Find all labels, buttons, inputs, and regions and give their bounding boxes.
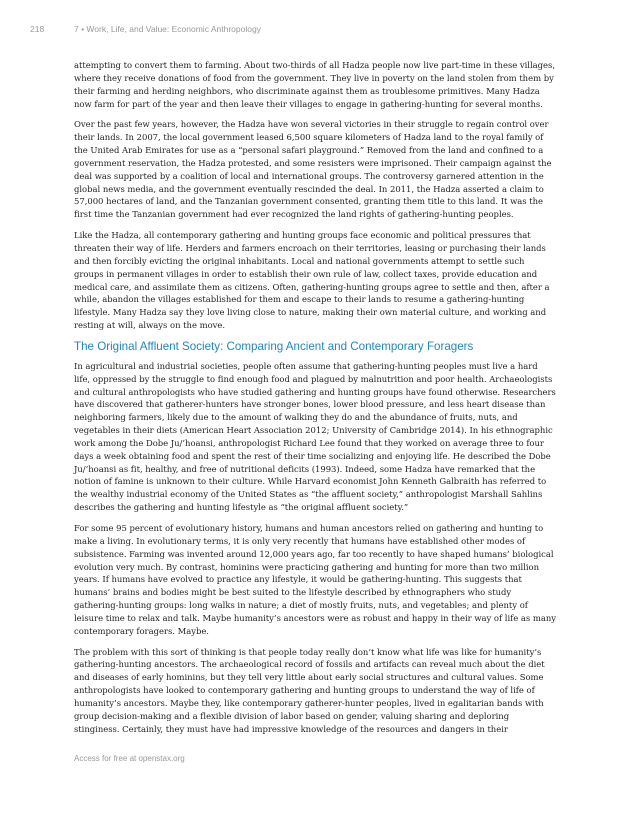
paragraph: Over the past few years, however, the Hadza have won several victories in their struggle to regain control over their lands. In 2007, the local government leased 6,500 square kilometers of Hadza land to the royal family of the United Arab Emirates for use as a “personal safari playground.” Removed from the land and confined to a government reservation, the Hadza protested, and some resisters were imprisoned. Their campaign against the deal was supported by a coalition of local and international groups. The controversy garnered attention in the global news media, and the government eventually rescinded the deal. In 2011, the Hadza asserted a claim to 57,000 hectares of land, and the Tanzanian government consented, granting them title to this land. It was the first time the Tanzanian government had ever recognized the land rights of gathering-hunting peoples. xyxy=(74,119,552,220)
paragraph: The problem with this sort of thinking is that people today really don’t know what life was like for humanity’s gathering-hunting ancestors. The archaeological record of fossils and artifacts can reveal much about the diet and diseases of early hominins, but they tell very little about early social structures and cultural values. Some anthropologists have looked to contemporary gathering and hunting groups to understand the way of life of humanity’s ancestors. Maybe they, like contemporary gatherer-hunter peoples, lived in egalitarian bands with group decision-making and a flexible division of labor based on gender, valuing sharing and deploring stinginess. Certainly, they must have had impressive knowledge of the resources and dangers in their xyxy=(74,646,545,734)
footer-access-link[interactable]: Access for free at openstax.org xyxy=(74,754,185,763)
paragraph: In agricultural and industrial societies, people often assume that gathering-hunting peoples must live a hard life, oppressed by the struggle to find enough food and plagued by malnutrition and poor health. Archaeologists and cultural anthropologists who have studied gathering and hunting groups have found otherwise. Researchers have discovered that gatherer-hunters have stronger bones, lower blood pressure, and less heart disease than neighboring farmers, likely due to the amount of walking they do and the abundance of fruits, nuts, and vegetables in their diets (American Heart Association 2012; University of Cambridge 2014). In his ethnographic work among the Dobe Ju/’hoansi, anthropologist Richard Lee found that they worked on average three to four days a week obtaining food and spent the rest of their time socializing and enjoying life. He described the Dobe Ju/’hoansi as fit, healthy, and free of nutritional deficits (1993). Indeed, some Hadza have remarked that the notion of famine is unknown to their culture. While Harvard economist John Kenneth Galbraith has referred to the wealthy industrial economy of the United States as “the affluent society,” anthropologist Marshall Sahlins describes the gathering and hunting lifestyle as “the original affluent society.” xyxy=(74,360,556,513)
page-number: 218 xyxy=(30,24,45,34)
paragraph: attempting to convert them to farming. About two-thirds of all Hadza people now live part-time in these villages, where they receive donations of food from the government. They live in poverty on the land stolen from them by their farming and herding neighbors, who discriminate against them as troublesome primitives. Many Hadza now farm for part of the year and then leave their villages to engage in gathering-hunting for several months. xyxy=(74,60,556,109)
paragraph: Like the Hadza, all contemporary gathering and hunting groups face economic and political pressures that threaten their way of life. Herders and farmers encroach on their territories, leasing or purchasing their lands and then forcibly evicting the original inhabitants. Local and national governments attempt to settle such groups in permanent villages in order to establish their own rule of law, collect taxes, provide education and medical care, and assimilate them as citizens. Often, gathering-hunting groups agree to settle and then, after a while, abandon the villages established for them and escape to their lands to resume a gathering-hunting lifestyle. Many Hadza say they love living close to nature, making their own material culture, and working and resting at will, always on the move. xyxy=(74,230,550,331)
paragraph: For some 95 percent of evolutionary history, humans and human ancestors relied on gathering and hunting to make a living. In evolutionary terms, it is only very recently that humans have established other modes of subsistence. Farming was invented around 12,000 years ago, far too recently to have shaped humans’ biological evolution very much. By contrast, hominins were practicing gathering and hunting for more than two million years. If humans have evolved to practice any lifestyle, it would be gathering-hunting. This suggests that humans’ brains and bodies might be best suited to the lifestyle described by ethnographers who study gathering-hunting groups: long walks in nature; a diet of mostly fruits, nuts, and vegetables; and plenty of leisure time to relax and talk. Maybe humanity’s ancestors were as robust and happy in their way of life as many contemporary foragers. Maybe. xyxy=(74,523,556,636)
page-content xyxy=(74,59,556,744)
chapter-title: 7 • Work, Life, and Value: Economic Anthropology xyxy=(74,24,261,34)
section-heading: The Original Affluent Society: Comparing Ancient and Contemporary Foragers xyxy=(74,339,474,353)
running-header xyxy=(30,24,600,34)
